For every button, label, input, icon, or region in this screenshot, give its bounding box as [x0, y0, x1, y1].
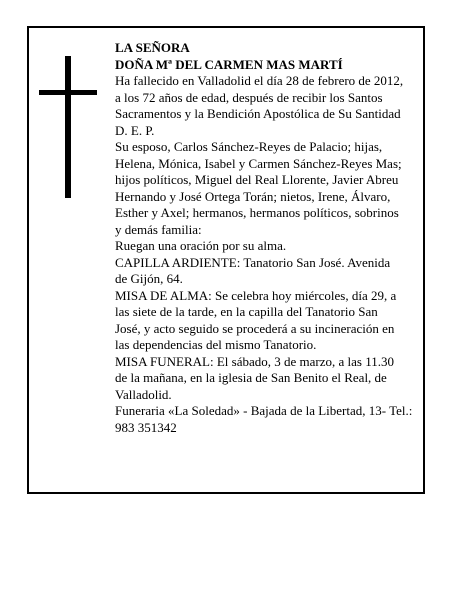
cross-vertical-bar: [65, 56, 71, 198]
notice-body-line: Su esposo, Carlos Sánchez-Reyes de Palacio; hijas,: [115, 139, 383, 154]
notice-body-line: José, y acto seguido se procederá a su incineración en: [115, 320, 395, 336]
notice-body-line: de la mañana, en la iglesia de San Benito el Real, de: [115, 370, 387, 385]
notice-body-line: Esther y Axel; hermanos, hermanos políticos, sobrinos: [115, 205, 399, 220]
notice-body-line: y demás familia:: [115, 221, 202, 237]
notice-body-line: Ruegan una oración por su alma.: [115, 238, 287, 253]
notice-body-line: CAPILLA ARDIENTE: Tanatorio San José. Avenida: [115, 254, 391, 270]
notice-body-line: las dependencias del mismo Tanatorio.: [115, 337, 317, 352]
notice-body-line: a los 72 años de edad, después de recibir los Santos: [115, 89, 383, 105]
obituary-notice: [27, 26, 425, 494]
notice-body-line: Sacramentos y la Bendición Apostólica de Su Santidad: [115, 106, 401, 121]
notice-body-line: D. E. P.: [115, 122, 155, 138]
notice-body-line: Helena, Mónica, Isabel y Carmen Sánchez-Reyes Mas;: [115, 155, 402, 171]
cross-icon: [39, 56, 97, 198]
notice-body-line: MISA DE ALMA: Se celebra hoy miércoles, día 29, a: [115, 287, 397, 303]
deceased-name: DOÑA Mª DEL CARMEN MAS MARTÍ: [115, 56, 343, 72]
notice-body-line: Funeraria «La Soledad» - Bajada de la Libertad, 13- Tel.:: [115, 403, 413, 418]
notice-body-line: Valladolid.: [115, 386, 172, 402]
notice-body-line: MISA FUNERAL: El sábado, 3 de marzo, a las 11.30: [115, 353, 394, 369]
cross-horizontal-bar: [39, 90, 97, 95]
notice-body-line: 983 351342: [115, 419, 177, 435]
notice-body-line: de Gijón, 64.: [115, 271, 183, 286]
notice-body-line: las siete de la tarde, en la capilla del Tanatorio San: [115, 304, 378, 319]
notice-body-line: Ha fallecido en Valladolid el día 28 de febrero de 2012,: [115, 73, 404, 88]
notice-text: [115, 40, 425, 436]
notice-title-line: LA SEÑORA: [115, 40, 190, 55]
notice-body-line: Hernando y José Ortega Torán; nietos, Irene, Álvaro,: [115, 188, 391, 204]
notice-body-line: hijos políticos, Miguel del Real Llorente, Javier Abreu: [115, 172, 399, 187]
